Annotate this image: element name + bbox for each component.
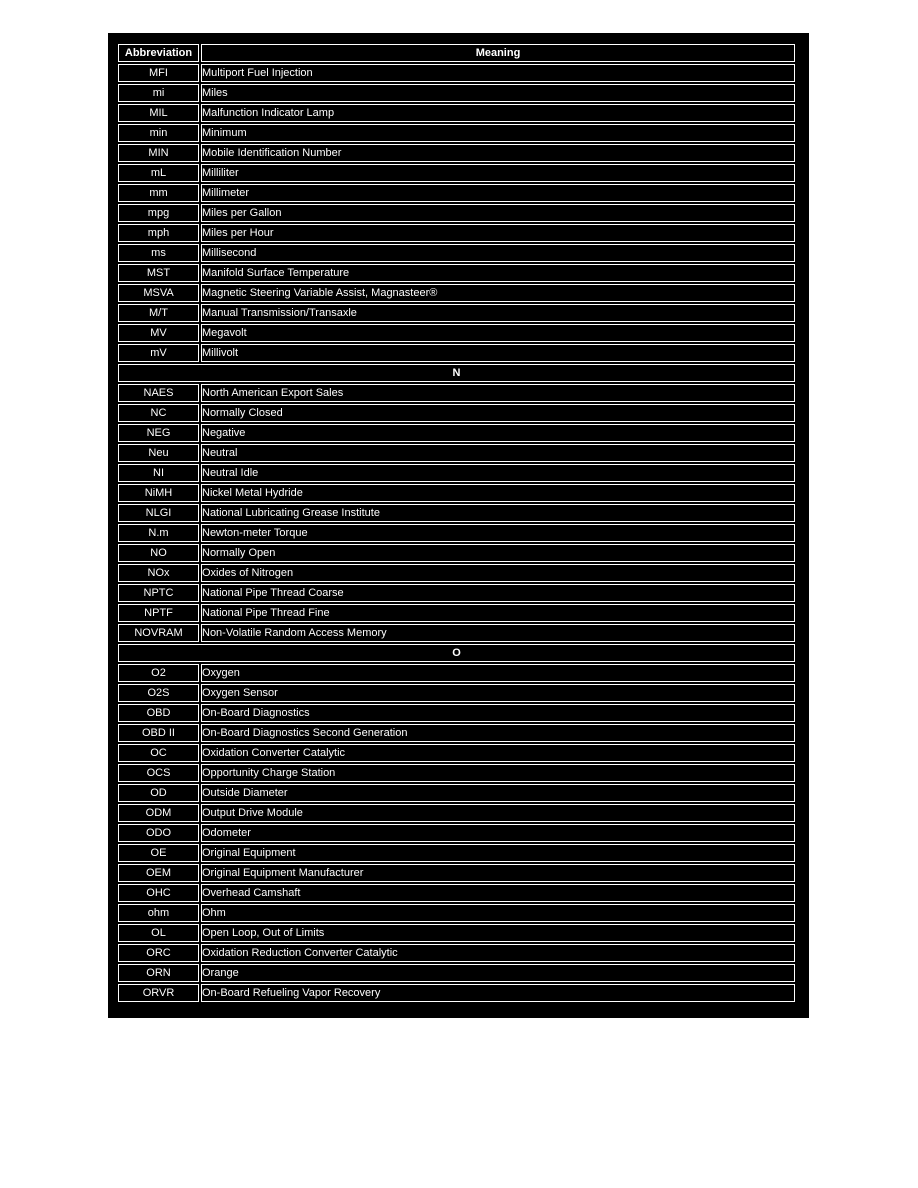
abbreviation-cell: ODO [118, 824, 199, 842]
table-row [118, 824, 795, 842]
meaning-cell: Outside Diameter [201, 784, 795, 802]
abbreviation-cell: MIN [118, 144, 199, 162]
meaning-cell: Minimum [201, 124, 795, 142]
table-row [118, 924, 795, 942]
meaning-cell: Output Drive Module [201, 804, 795, 822]
meaning-cell: Miles per Gallon [201, 204, 795, 222]
table-row [118, 884, 795, 902]
abbreviation-cell: M/T [118, 304, 199, 322]
table-row [118, 344, 795, 362]
meaning-cell: Manifold Surface Temperature [201, 264, 795, 282]
table-row [118, 224, 795, 242]
table-row [118, 124, 795, 142]
table-row [118, 84, 795, 102]
meaning-cell: On-Board Diagnostics [201, 704, 795, 722]
table-row [118, 524, 795, 542]
abbreviation-cell: NPTC [118, 584, 199, 602]
abbreviation-cell: mpg [118, 204, 199, 222]
meaning-cell: Millisecond [201, 244, 795, 262]
table-row [118, 984, 795, 1002]
table-row [118, 424, 795, 442]
meaning-cell: Neutral Idle [201, 464, 795, 482]
abbreviation-cell: OL [118, 924, 199, 942]
abbreviation-cell: ohm [118, 904, 199, 922]
meaning-cell: Oxygen [201, 664, 795, 682]
meaning-cell: Newton-meter Torque [201, 524, 795, 542]
abbreviation-cell: OC [118, 744, 199, 762]
table-row [118, 684, 795, 702]
table-row [118, 64, 795, 82]
meaning-cell: Millimeter [201, 184, 795, 202]
abbreviation-cell: MIL [118, 104, 199, 122]
table-row [118, 764, 795, 782]
table-row [118, 744, 795, 762]
section-row [118, 364, 795, 382]
abbreviation-cell: Neu [118, 444, 199, 462]
meaning-cell: Malfunction Indicator Lamp [201, 104, 795, 122]
table-row [118, 544, 795, 562]
table-row [118, 504, 795, 522]
abbreviation-cell: MV [118, 324, 199, 342]
table-row [118, 104, 795, 122]
table-row [118, 384, 795, 402]
meaning-cell: North American Export Sales [201, 384, 795, 402]
table-row [118, 304, 795, 322]
abbreviation-cell: mm [118, 184, 199, 202]
meaning-cell: Ohm [201, 904, 795, 922]
section-row [118, 644, 795, 662]
abbreviation-cell: mi [118, 84, 199, 102]
meaning-cell: Open Loop, Out of Limits [201, 924, 795, 942]
abbreviation-table-frame [108, 33, 809, 1018]
abbreviation-cell: NOx [118, 564, 199, 582]
abbreviation-cell: MFI [118, 64, 199, 82]
meaning-cell: On-Board Diagnostics Second Generation [201, 724, 795, 742]
meaning-cell: Nickel Metal Hydride [201, 484, 795, 502]
abbreviation-cell: mph [118, 224, 199, 242]
table-row [118, 944, 795, 962]
abbreviation-cell: NC [118, 404, 199, 422]
meaning-cell: Normally Open [201, 544, 795, 562]
meaning-cell: Original Equipment Manufacturer [201, 864, 795, 882]
meaning-cell: Non-Volatile Random Access Memory [201, 624, 795, 642]
abbreviation-cell: NEG [118, 424, 199, 442]
meaning-cell: Milliliter [201, 164, 795, 182]
table-header-row [118, 44, 795, 62]
meaning-cell: Oxidation Converter Catalytic [201, 744, 795, 762]
abbreviation-cell: NI [118, 464, 199, 482]
meaning-cell: Oxygen Sensor [201, 684, 795, 702]
abbreviation-cell: OE [118, 844, 199, 862]
abbreviation-column-header: Abbreviation [118, 44, 199, 62]
abbreviation-cell: O2S [118, 684, 199, 702]
meaning-cell: Overhead Camshaft [201, 884, 795, 902]
meaning-cell: Megavolt [201, 324, 795, 342]
table-row [118, 244, 795, 262]
abbreviation-cell: ORC [118, 944, 199, 962]
abbreviation-table [116, 42, 797, 1004]
table-row [118, 444, 795, 462]
abbreviation-cell: MST [118, 264, 199, 282]
meaning-column-header: Meaning [201, 44, 795, 62]
table-row [118, 844, 795, 862]
abbreviation-cell: ms [118, 244, 199, 262]
abbreviation-cell: MSVA [118, 284, 199, 302]
abbreviation-cell: ORN [118, 964, 199, 982]
abbreviation-cell: NiMH [118, 484, 199, 502]
table-row [118, 184, 795, 202]
table-row [118, 964, 795, 982]
meaning-cell: Orange [201, 964, 795, 982]
abbreviation-cell: mV [118, 344, 199, 362]
abbreviation-cell: O2 [118, 664, 199, 682]
abbreviation-cell: OD [118, 784, 199, 802]
abbreviation-cell: ODM [118, 804, 199, 822]
meaning-cell: Multiport Fuel Injection [201, 64, 795, 82]
abbreviation-cell: NLGI [118, 504, 199, 522]
abbreviation-cell: NO [118, 544, 199, 562]
table-row [118, 664, 795, 682]
meaning-cell: Odometer [201, 824, 795, 842]
meaning-cell: Original Equipment [201, 844, 795, 862]
table-row [118, 144, 795, 162]
meaning-cell: Neutral [201, 444, 795, 462]
abbreviation-cell: N.m [118, 524, 199, 542]
abbreviation-cell: NOVRAM [118, 624, 199, 642]
abbreviation-cell: OHC [118, 884, 199, 902]
meaning-cell: On-Board Refueling Vapor Recovery [201, 984, 795, 1002]
table-row [118, 324, 795, 342]
table-row [118, 724, 795, 742]
table-row [118, 804, 795, 822]
abbreviation-cell: mL [118, 164, 199, 182]
meaning-cell: National Pipe Thread Coarse [201, 584, 795, 602]
abbreviation-cell: OEM [118, 864, 199, 882]
table-row [118, 464, 795, 482]
table-row [118, 204, 795, 222]
table-row [118, 164, 795, 182]
abbreviation-cell: NPTF [118, 604, 199, 622]
meaning-cell: Manual Transmission/Transaxle [201, 304, 795, 322]
meaning-cell: Millivolt [201, 344, 795, 362]
table-row [118, 624, 795, 642]
meaning-cell: Miles [201, 84, 795, 102]
table-row [118, 604, 795, 622]
table-row [118, 284, 795, 302]
abbreviation-cell: OBD II [118, 724, 199, 742]
table-row [118, 904, 795, 922]
meaning-cell: Oxides of Nitrogen [201, 564, 795, 582]
meaning-cell: National Lubricating Grease Institute [201, 504, 795, 522]
abbreviation-cell: min [118, 124, 199, 142]
meaning-cell: Negative [201, 424, 795, 442]
abbreviation-cell: OBD [118, 704, 199, 722]
table-row [118, 784, 795, 802]
meaning-cell: Opportunity Charge Station [201, 764, 795, 782]
section-label: O [118, 644, 795, 662]
meaning-cell: Oxidation Reduction Converter Catalytic [201, 944, 795, 962]
table-row [118, 564, 795, 582]
abbreviation-cell: NAES [118, 384, 199, 402]
abbreviation-cell: ORVR [118, 984, 199, 1002]
table-row [118, 704, 795, 722]
table-row [118, 484, 795, 502]
meaning-cell: Magnetic Steering Variable Assist, Magnasteer® [201, 284, 795, 302]
section-label: N [118, 364, 795, 382]
meaning-cell: Miles per Hour [201, 224, 795, 242]
table-row [118, 584, 795, 602]
table-row [118, 264, 795, 282]
meaning-cell: National Pipe Thread Fine [201, 604, 795, 622]
table-row [118, 404, 795, 422]
abbreviation-cell: OCS [118, 764, 199, 782]
table-row [118, 864, 795, 882]
meaning-cell: Normally Closed [201, 404, 795, 422]
meaning-cell: Mobile Identification Number [201, 144, 795, 162]
